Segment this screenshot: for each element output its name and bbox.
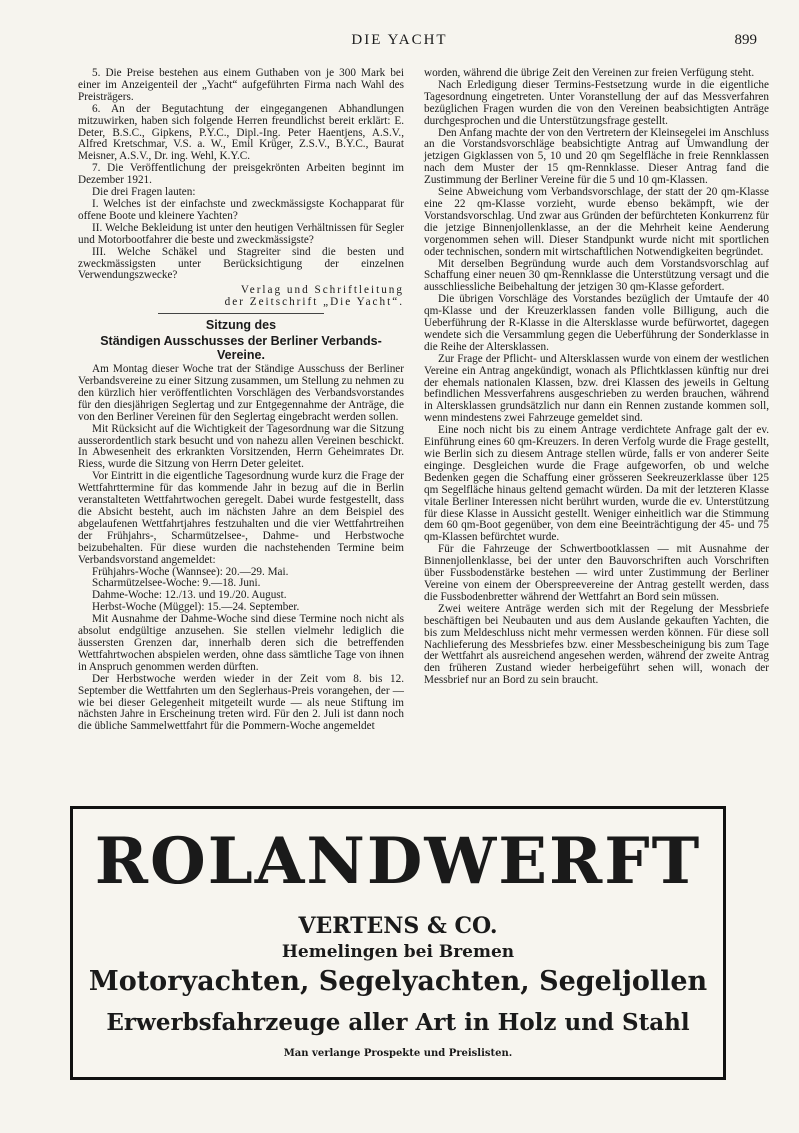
right-column — [424, 68, 769, 687]
signature-line: der Zeitschrift „Die Yacht“. — [224, 296, 404, 309]
page-header — [0, 28, 799, 54]
left-column — [78, 68, 404, 733]
paragraph: Die drei Fragen lauten: — [92, 186, 196, 199]
paragraph: 5. Die Preise bestehen aus einem Guthaben von je 300 Mark bei einer im Anzeigenteil der „Yacht“ aufgeführten Firma nach Wahl des Preisträgers. — [78, 67, 404, 103]
paragraph: Nach Erledigung dieser Termins-Festsetzung wurde in die eigentliche Tagesordnung eingetreten. Unter Voranstellung der auf das Messverfahren bezüglichen Fragen wurden die von den Vereinen beabsichtigten Anträge durchgesprochen und die Unterstützungsfrage gestellt. — [424, 78, 769, 127]
schedule-item: Herbst-Woche (Müggel): 15.—24. September. — [92, 601, 300, 614]
paragraph: Mit Ausnahme der Dahme-Woche sind diese Termine noch nicht als absolut endgültige anzusehen. Sie stellen vielmehr lediglich die äussersten Grenzen dar, innerhalb deren sich die betreffenden Wettfahrtwochen abspielen werden, ohne dass sämtliche Tage von ihnen in Anspruch genommen werden dürften. — [78, 613, 404, 673]
schedule-item: Frühjahrs-Woche (Wannsee): 20.—29. Mai. — [92, 565, 289, 578]
paragraph: 7. Die Veröffentlichung der preisgekrönten Arbeiten beginnt im Dezember 1921. — [78, 162, 404, 187]
page-number: 899 — [734, 32, 757, 48]
schedule-item: Scharmützelsee-Woche: 9.—18. Juni. — [92, 577, 261, 590]
paragraph: III. Welche Schäkel und Stagreiter sind die besten und zweckmässigsten unter Berücksichtigung der einzelnen Verwendungszwecke? — [78, 245, 404, 282]
paragraph: Mit derselben Begründung wurde auch dem Vorstandsvorschlag auf Schaffung einer neuen 30 qm-Rennklasse die Unterstützung versagt und die ausschliessliche Beibehaltung der jetzigen 30 qm-Klasse gefordert. — [424, 257, 769, 294]
paragraph: II. Welche Bekleidung ist unter den heutigen Verhältnissen für Segler und Motorbootfahrer die beste und zweckmässigste? — [78, 221, 404, 246]
paragraph: Seine Abweichung vom Verbandsvorschlage, der statt der 20 qm-Klasse eine 22 qm-Klasse vorzieht, wurde ebenso bekämpft, wie der Vorstandsvorschlag. Und zwar aus Gründen der befürchteten Konkurrenz für die jetzige Binnenjollenklasse, an der die Mehrheit keine Aenderung vorgenommen sehen will. Dieser Standpunkt wurde nicht mit sportlichen oder technischen, sondern mit wirtschaftlichen Notwendigkeiten begründet. — [424, 186, 769, 258]
paragraph: Für die Fahrzeuge der Schwertbootklassen — mit Ausnahme der Binnenjollenklasse, bei der unter den Bauvorschriften auch Vorschriften über Fussbodenstärke bestehen — wird unter Zustimmung der Berliner Vereine von einem der Oberspreevereine der Antrag gestellt werden, dass die Fussbodenbretter während der Wettfahrt an Bord sein müssen. — [424, 543, 769, 603]
paragraph: Zur Frage der Pflicht- und Altersklassen wurde von einem der westlichen Vereine ein Antrag angekündigt, wonach als Pflichtklassen künftig nur drei der ehemals nationalen Klassen, bzw. drei Klassen des jeweils in Geltung befindlichen Messverfahrens ausgeschrieben zu werden brauchen, während in Altersklassen grundsätzlich nur dann ein Rennen zustande kommen soll, wenn mindestens zwei Fahrzeuge gemeldet sind. — [424, 352, 769, 425]
paragraph: Eine noch nicht bis zu einem Antrage verdichtete Anfrage galt der ev. Einführung eines 60 qm-Kreuzers. In deren Verfolg wurde die Frage gestellt, wie Berlin sich zu diesem Antrage stellen würde, falls er von anderer Seite einginge. Desgleichen wurde die Frage aufgeworfen, ob und welche Bedenken gegen die Schaffung einer grösseren Seekreuzerklasse über 125 qm Segelfläche hinaus geltend gemacht würden. Da mit der letzteren Klasse vitale Berliner Interessen nicht berührt wurden, wurde die ev. Unterstützung für diese Klasse in Aussicht gestellt. Weniger einheitlich war die Stimmung dem 60 qm-Boot gegenüber, von dem eine Beeinträchtigung der 45- und 75 qm-Klassen befürchtet wurde. — [424, 424, 769, 544]
paragraph: Zwei weitere Anträge werden sich mit der Regelung der Messbriefe beschäftigen bei Neubauten und aus dem Auslande gekauften Yachten, die bis zum Meldeschluss nicht mehr vermessen werden können. Für diese soll Nachlieferung des Messbriefes bzw. einer Messbescheinigung bis zum Tage der Wettfahrt als ausreichend angesehen werden, während der zweite Antrag den früheren Zustand wieder herbeigeführt sehen will, wonach der Messbrief nur an Bord zu sein braucht. — [424, 602, 769, 687]
article-heading: Sitzung des — [205, 318, 277, 333]
paragraph: Die übrigen Vorschläge des Vorstandes bezüglich der Umtaufe der 40 qm-Klasse und der Kreuzerklassen fanden volle Billigung, auch die Ueberführung der R-Klasse in die Altersklasse wurde befürwortet, dagegen wendete sich die Versammlung gegen die Ueberführung der Sonderklasse in die Reihe der Altersklassen. — [424, 293, 769, 353]
paragraph: worden, während die übrige Zeit den Vereinen zur freien Verfügung steht. — [424, 67, 755, 79]
ad-company-name: ROLANDWERFT — [94, 824, 702, 899]
ad-owner: VERTENS & CO. — [298, 913, 498, 939]
schedule-item: Dahme-Woche: 12./13. und 19./20. August. — [92, 589, 287, 602]
paragraph: Mit Rücksicht auf die Wichtigkeit der Tagesordnung war die Sitzung ausserordentlich stark besucht und von nahezu allen Vereinen beschickt. In Abwesenheit des erkrankten Vorsitzenden, Herrn Geheimrates Dr. Riess, wurde die Sitzung von Herrn Deter geleitet. — [78, 422, 404, 471]
article-subheading: Ständigen Ausschusses der Berliner Verbands-Vereine. — [100, 334, 382, 363]
paragraph: Vor Eintritt in die eigentliche Tagesordnung wurde kurz die Frage der Wettfahrttermine für das kommende Jahr in bezug auf die in Berlin veranstalteten Wettfahrtwochen geregelt. Dabei wurde festgestellt, dass die Absicht besteht, auch im nächsten Jahre an dem Beispiel des abgelaufenen Wettfahrtjahres festzuhalten und die vier Wettfahrtreihen der Frühjahrs-, Scharmützelsee-, Dahme- und Herbstwoche beizubehalten. Für diese wurden die nachstehenden Termine beim Verbandsvorstand angemeldet: — [78, 470, 404, 566]
paragraph: Der Herbstwoche werden wieder in der Zeit vom 8. bis 12. September die Wettfahrten um den Seglerhaus-Preis vorangehen, der — wie bei dieser Gelegenheit mitgeteilt wurde — als neue Stiftung im nächsten Jahre in Erscheinung treten wird. Für den 2. Juli ist dann noch die übliche Sammelwettfahrt für die Pommern-Woche angemeldet — [78, 672, 404, 733]
ad-footer-note: Man verlange Prospekte und Preislisten. — [283, 1048, 513, 1059]
divider — [158, 313, 324, 314]
ad-products-secondary: Erwerbsfahrzeuge aller Art in Holz und Stahl — [106, 1009, 690, 1036]
paragraph: 6. An der Begutachtung der eingegangenen Abhandlungen mitzuwirken, haben sich folgende Herren freundlichst bereit erklärt: E. Deter, B.S.C., Gipkens, P.Y.C., Dipl.-Ing. Peter Haentjens, A.S.V., Alfred Kretschmar, V.S. a. W., Emil Krüger, Z.S.V., B.Y.C., Baurat Meisner, A.S.V., Dr. ing. Wehl, K.Y.C. — [78, 102, 404, 163]
ad-location: Hemelingen bei Bremen — [281, 942, 515, 962]
paragraph: Am Montag dieser Woche trat der Ständige Ausschuss der Berliner Verbandsvereine zu einer Sitzung zusammen, um Stellung zu nehmen zu den kürzlich hier veröffentlichten Vorschlägen des Verbandsvorstandes für den diesjährigen Seglertag und zur Entgegennahme der Anträge, die von den Berliner Vereinen für den Seglertag eingebracht werden sollen. — [78, 363, 404, 423]
paragraph: I. Welches ist der einfachste und zweckmässigste Kochapparat für offene Boote und kleinere Yachten? — [78, 197, 404, 222]
journal-title: DIE YACHT — [351, 32, 448, 48]
advertisement — [70, 806, 726, 1080]
signature-line: Verlag und Schriftleitung — [240, 284, 404, 297]
ad-products: Motoryachten, Segelyachten, Segeljollen — [88, 966, 708, 997]
paragraph: Den Anfang machte der von den Vertretern der Kleinsegelei im Anschluss an die Vorstandsvorschläge beabsichtigte Antrag auf Umwandlung der jetzigen Gigklassen von 5, 10 und 20 qm Segelfläche in freie Rennklassen nach dem Muster der 15 qm-Rennklasse. Dieser Antrag fand die Zustimmung der Berliner Vereine für die 5 und 10 qm-Klassen. — [424, 126, 769, 187]
